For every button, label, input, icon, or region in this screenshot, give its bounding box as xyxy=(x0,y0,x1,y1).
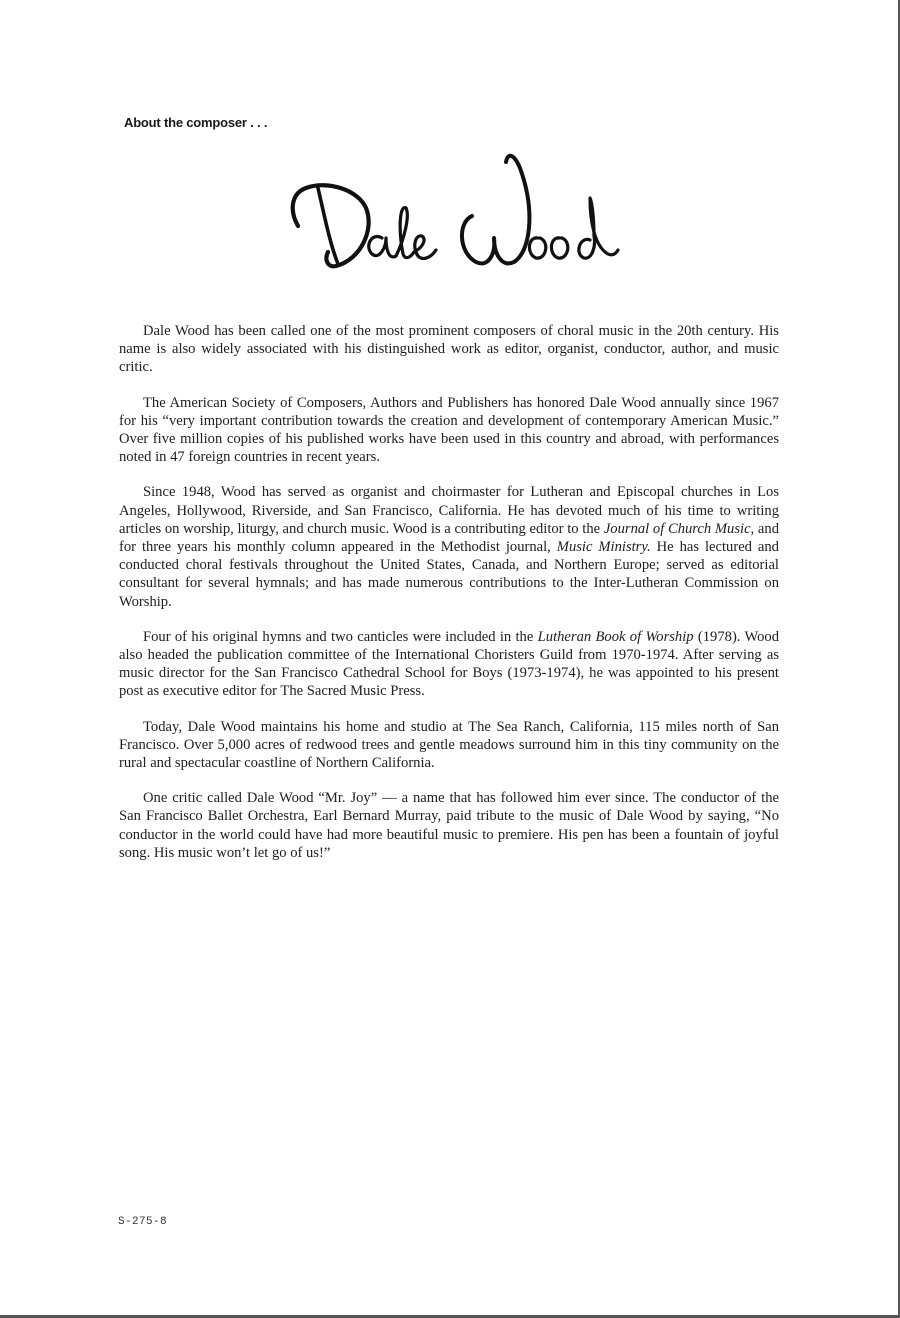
section-heading: About the composer . . . xyxy=(124,115,268,130)
body-text xyxy=(119,322,779,879)
paragraph-ascap-honor: The American Society of Composers, Authors and Publishers has honored Dale Wood annually since 1967 for his “very important contribution towards the creation and development of contemporary American Music.” Over five million copies of his published works have been used in this country and abroad, with performances noted in 47 foreign countries in recent years. xyxy=(119,394,779,466)
journal-title: Journal of Church Music, xyxy=(603,520,755,537)
hymns-text-1: Four of his original hymns and two canticles were included in the xyxy=(143,628,538,645)
paragraph-career xyxy=(119,483,779,610)
career-text-3: He has lectured and conducted choral festivals throughout the United States, Canada, and Northern Europe; served as editorial consultant for several hymnals; and has made numerous contributions to the Inter-Lutheran Commission on Worship. xyxy=(119,539,779,610)
magazine-title: Music Ministry. xyxy=(556,539,651,556)
book-title: Lutheran Book of Worship xyxy=(537,628,694,645)
catalog-number: S-275-8 xyxy=(118,1216,168,1228)
paragraph-home: Today, Dale Wood maintains his home and studio at The Sea Ranch, California, 115 miles north of San Francisco. Over 5,000 acres of redwood trees and gentle meadows surround him in this tiny community on the rural and spectacular coastline of Northern California. xyxy=(119,718,779,772)
career-text-2: and for three years his monthly column appeared in the Methodist journal, xyxy=(119,520,779,556)
signature-image xyxy=(276,142,621,282)
career-text-1: Since 1948, Wood has served as organist and choirmaster for Lutheran and Episcopal churches in Los Angeles, Hollywood, Riverside, and San Francisco, California. He has devoted much of his time to writing articles on worship, liturgy, and church music. Wood is a contributing editor to the xyxy=(119,484,779,537)
hymns-text-2: (1978). Wood also headed the publication committee of the International Choristers Guild from 1970-1974. After serving as music director for the San Francisco Cathedral School for Boys (1973-1974), he was appointed to his present post as executive editor for The Sacred Music Press. xyxy=(119,628,779,700)
paragraph-mr-joy: One critic called Dale Wood “Mr. Joy” — a name that has followed him ever since. The conductor of the San Francisco Ballet Orchestra, Earl Bernard Murray, paid tribute to the music of Dale Wood by saying, “No conductor in the world could have had more beautiful music to premiere. His pen has been a fountain of joyful song. His music won’t let go of us!” xyxy=(119,790,779,861)
paragraph-hymns xyxy=(119,628,779,701)
paragraph-prominence: Dale Wood has been called one of the most prominent composers of choral music in the 20th century. His name is also widely associated with his distinguished work as editor, organist, conductor, author, and music critic. xyxy=(119,323,779,376)
